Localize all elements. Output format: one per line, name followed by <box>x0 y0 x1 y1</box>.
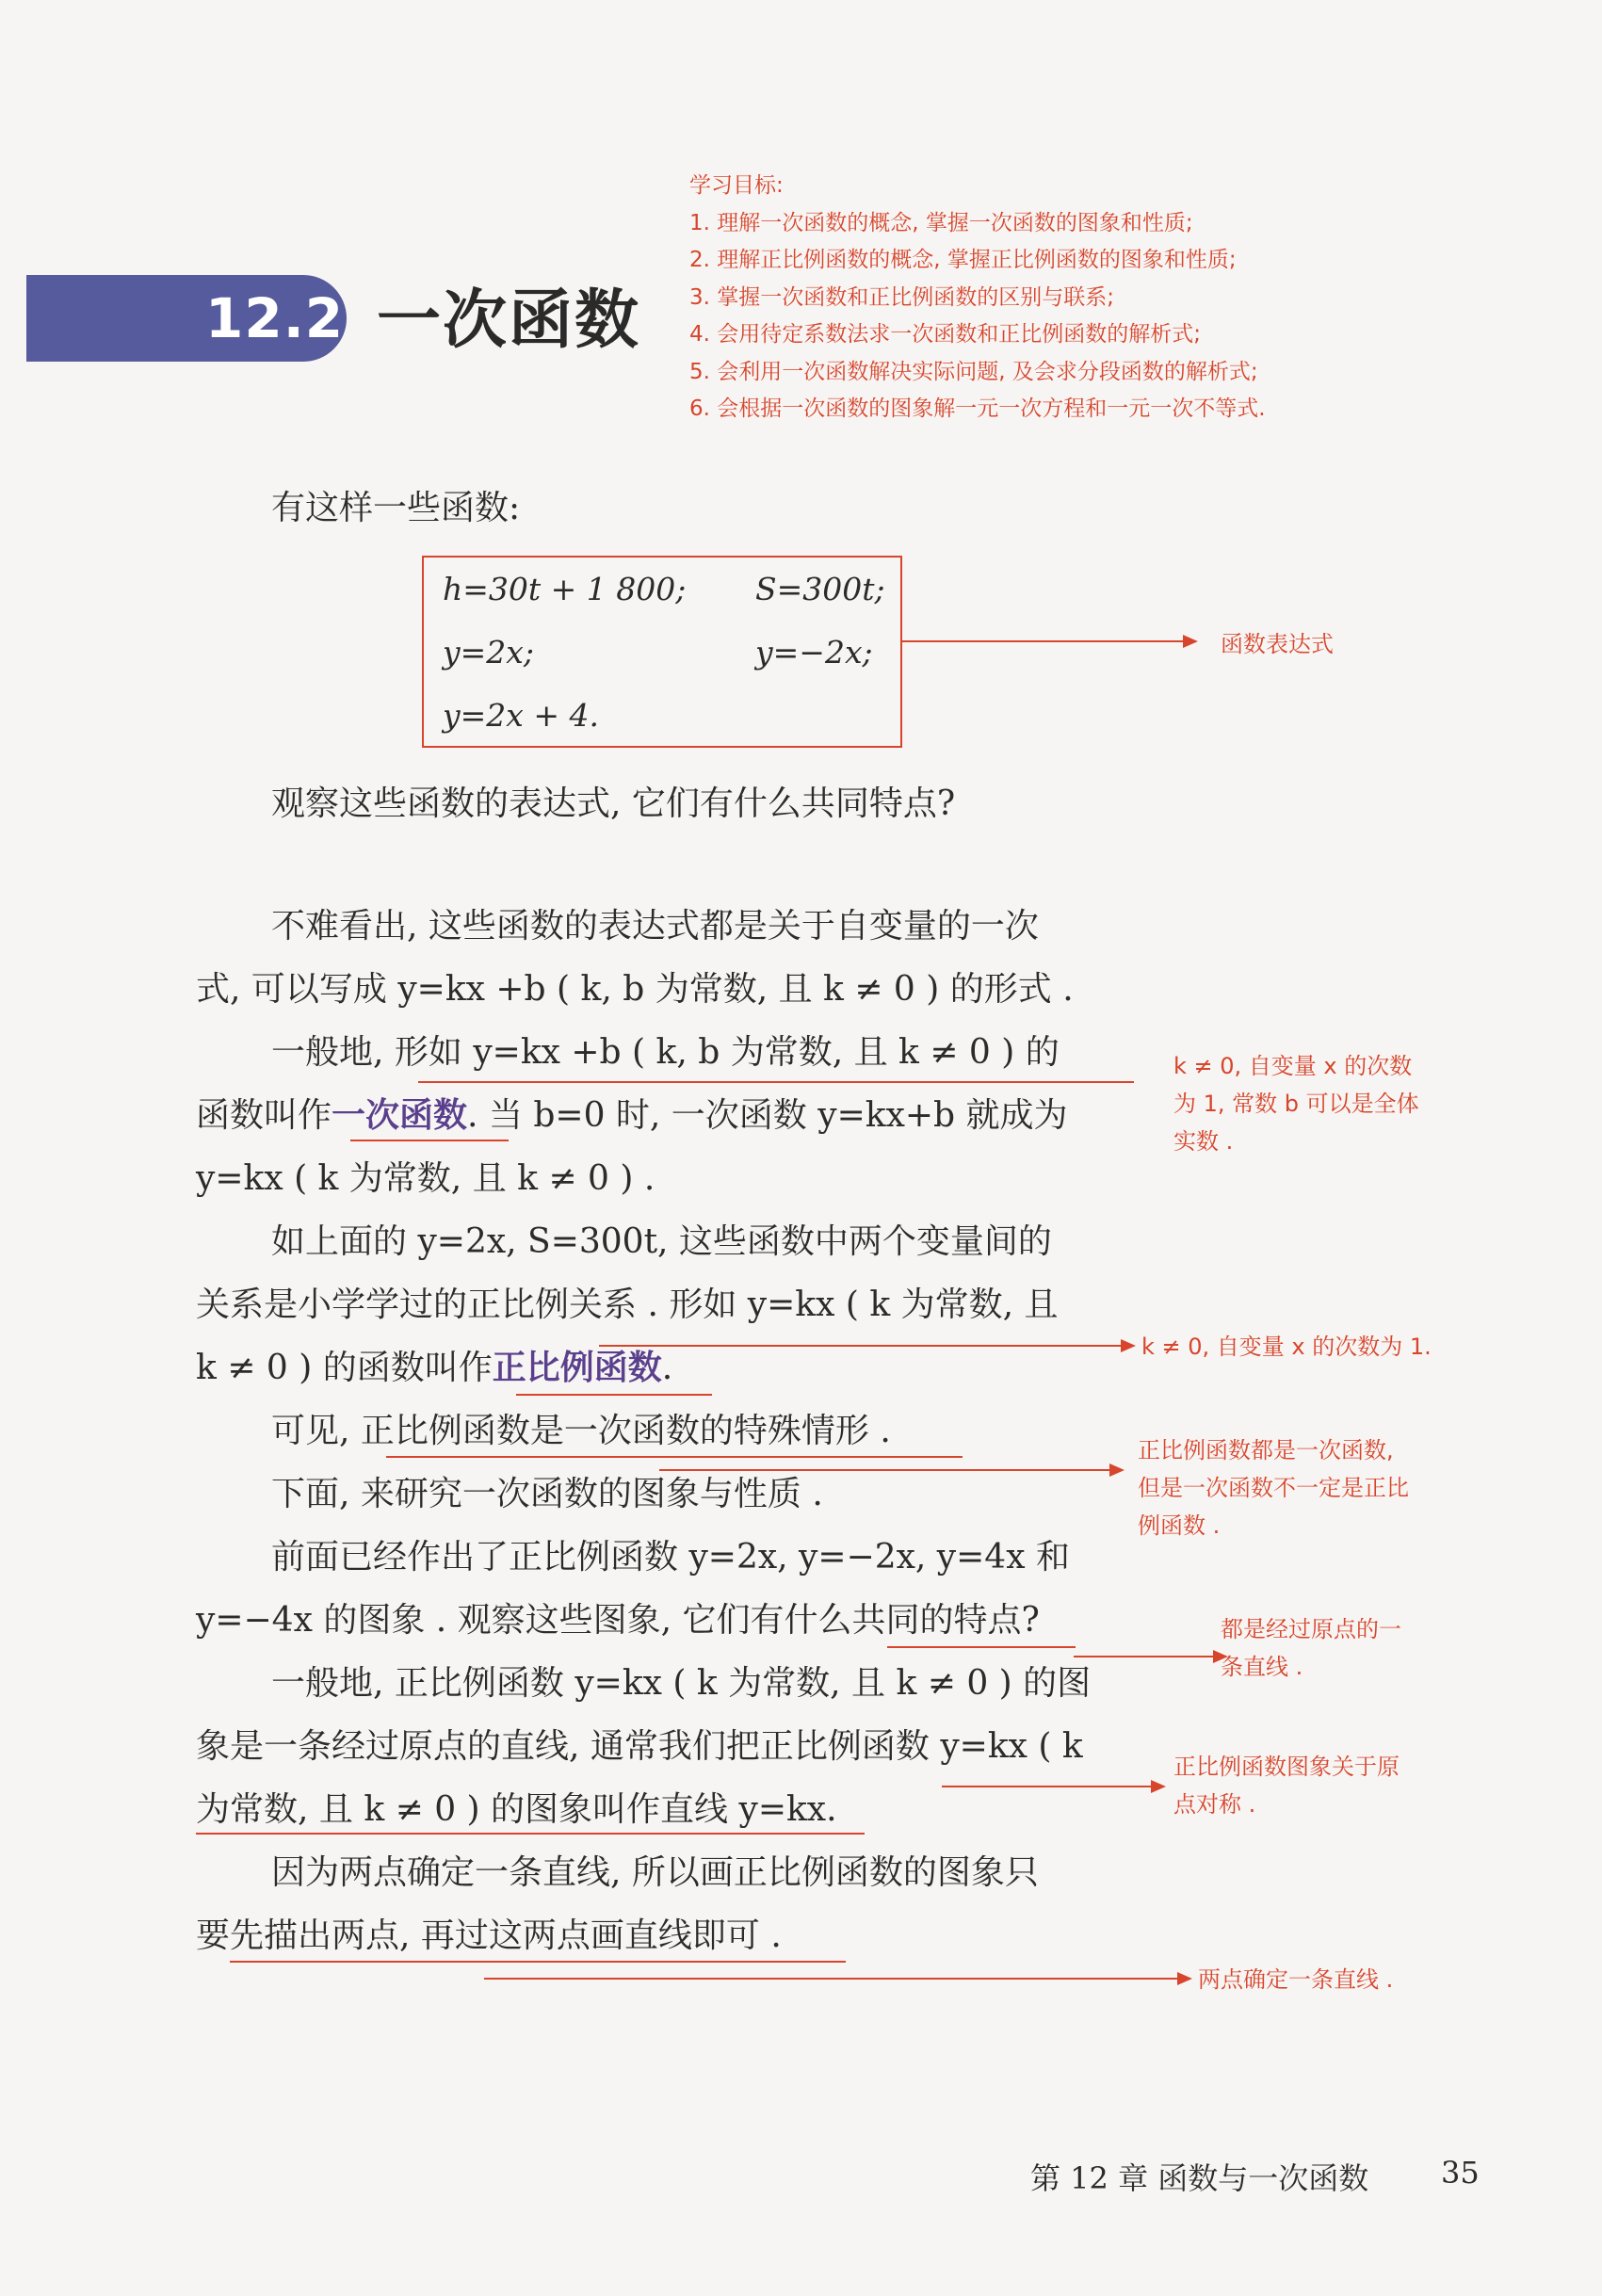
section-number-banner <box>26 275 347 362</box>
paragraph-line: 关系是小学学过的正比例关系 . 形如 y=kx ( k 为常数, 且 <box>196 1285 1059 1324</box>
note-line: 为 1, 常数 b 可以是全体 <box>1173 1091 1419 1117</box>
formula-5: y=2x + 4. <box>443 697 600 734</box>
formula-4: y=−2x; <box>755 634 873 671</box>
note-line: 条直线 . <box>1221 1654 1303 1680</box>
text-span: 函数叫作 <box>196 1096 332 1135</box>
note-line: 都是经过原点的一 <box>1221 1616 1401 1642</box>
formula-note: 函数表达式 <box>1221 631 1334 657</box>
annotation-underline <box>350 1140 509 1141</box>
arrow-head <box>1183 635 1198 648</box>
goal-item: 5. 会利用一次函数解决实际问题, 及会求分段函数的解析式; <box>689 359 1258 384</box>
annotation-underline <box>887 1646 1076 1648</box>
text-span: . 当 b=0 时, 一次函数 y=kx+b 就成为 <box>467 1096 1068 1135</box>
annotation-underline <box>1074 1656 1215 1657</box>
paragraph-line: 象是一条经过原点的直线, 通常我们把正比例函数 y=kx ( k <box>196 1727 1083 1766</box>
annotation-underline <box>386 1456 963 1458</box>
chapter-footer: 第 12 章 函数与一次函数 <box>1030 2160 1369 2196</box>
page-number: 35 <box>1441 2155 1480 2191</box>
note-line: k ≠ 0, 自变量 x 的次数 <box>1173 1053 1413 1079</box>
paragraph-line <box>196 1084 1068 1147</box>
key-term-proportional-function: 正比例函数 <box>492 1348 662 1387</box>
goal-item: 3. 掌握一次函数和正比例函数的区别与联系; <box>689 284 1115 310</box>
text-span: . <box>661 1349 673 1387</box>
arrow-head <box>1151 1780 1166 1793</box>
paragraph-line: 因为两点确定一条直线, 所以画正比例函数的图象只 <box>271 1853 1039 1892</box>
note-line: 但是一次函数不一定是正比 <box>1138 1475 1409 1501</box>
annotation-note <box>1173 1748 1400 1823</box>
intro-text: 有这样一些函数: <box>271 489 521 527</box>
annotation-underline <box>230 1961 846 1963</box>
arrow-head <box>1177 1972 1192 1985</box>
paragraph-line: y=−4x 的图象 . 观察这些图象, 它们有什么共同的特点? <box>196 1601 1040 1640</box>
learning-goals <box>689 168 1266 428</box>
annotation-underline <box>196 1833 865 1835</box>
paragraph-line: 如上面的 y=2x, S=300t, 这些函数中两个变量间的 <box>271 1222 1052 1261</box>
arrow-head <box>1109 1463 1125 1477</box>
note-line: 正比例函数图象关于原 <box>1173 1754 1400 1780</box>
section-number: 12.2 <box>205 286 345 350</box>
paragraph-line: 可见, 正比例函数是一次函数的特殊情形 . <box>271 1412 891 1450</box>
formula-1: h=30t + 1 800; <box>443 571 687 607</box>
annotation-note <box>1221 1610 1401 1686</box>
arrow-line <box>900 640 1185 642</box>
note-line: 点对称 . <box>1173 1791 1256 1818</box>
note-line: 正比例函数都是一次函数, <box>1138 1437 1394 1463</box>
paragraph-line: 下面, 来研究一次函数的图象与性质 . <box>271 1475 823 1513</box>
formula-3: y=2x; <box>443 634 535 671</box>
annotation-note <box>1173 1047 1419 1160</box>
paragraph-line: 一般地, 形如 y=kx +b ( k, b 为常数, 且 k ≠ 0 ) 的 <box>271 1033 1060 1072</box>
paragraph-line: 一般地, 正比例函数 y=kx ( k 为常数, 且 k ≠ 0 ) 的图 <box>271 1664 1092 1703</box>
annotation-underline <box>599 1345 1126 1347</box>
key-term-linear-function: 一次函数 <box>332 1095 468 1135</box>
annotation-note: 两点确定一条直线 . <box>1198 1966 1394 1993</box>
formula-2: S=300t; <box>755 571 885 607</box>
text-span: k ≠ 0 ) 的函数叫作 <box>196 1349 493 1387</box>
paragraph-line: 要先描出两点, 再过这两点画直线即可 . <box>196 1916 782 1955</box>
paragraph-line: 前面已经作出了正比例函数 y=2x, y=−2x, y=4x 和 <box>271 1538 1070 1576</box>
goal-item: 4. 会用待定系数法求一次函数和正比例函数的解析式; <box>689 322 1202 347</box>
paragraph-line: y=kx ( k 为常数, 且 k ≠ 0 ) . <box>196 1159 655 1198</box>
question-text: 观察这些函数的表达式, 它们有什么共同特点? <box>271 784 956 823</box>
annotation-underline <box>942 1786 1155 1787</box>
arrow-head <box>1121 1339 1136 1352</box>
annotation-underline <box>516 1394 712 1396</box>
note-line: 例函数 . <box>1138 1512 1221 1539</box>
goal-item: 6. 会根据一次函数的图象解一元一次方程和一元一次不等式. <box>689 396 1266 421</box>
goal-item: 1. 理解一次函数的概念, 掌握一次函数的图象和性质; <box>689 210 1193 235</box>
annotation-note <box>1138 1431 1409 1544</box>
annotation-note: k ≠ 0, 自变量 x 的次数为 1. <box>1141 1334 1432 1360</box>
goals-title: 学习目标: <box>689 173 784 198</box>
section-title: 一次函数 <box>377 283 641 358</box>
paragraph-line: 不难看出, 这些函数的表达式都是关于自变量的一次 <box>271 907 1039 946</box>
annotation-underline <box>484 1978 1181 1980</box>
annotation-underline <box>418 1081 1134 1083</box>
note-line: 实数 . <box>1173 1128 1234 1155</box>
paragraph-line: 为常数, 且 k ≠ 0 ) 的图象叫作直线 y=kx. <box>196 1790 837 1829</box>
paragraph-line: 式, 可以写成 y=kx +b ( k, b 为常数, 且 k ≠ 0 ) 的形式 . <box>196 970 1074 1009</box>
goal-item: 2. 理解正比例函数的概念, 掌握正比例函数的图象和性质; <box>689 248 1237 272</box>
